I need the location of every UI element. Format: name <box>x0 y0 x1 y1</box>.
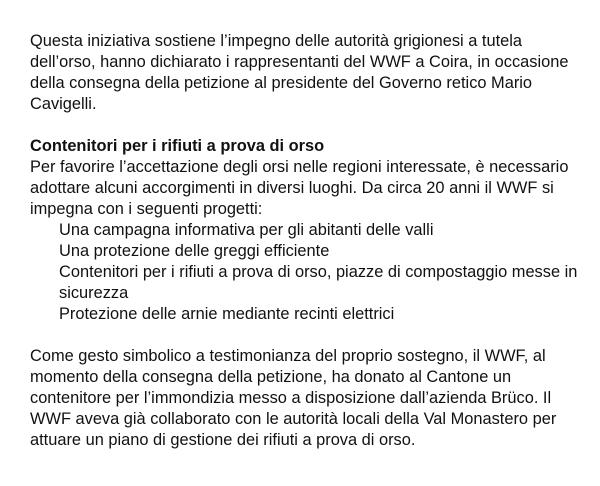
paragraph-spacer <box>30 325 580 346</box>
section-heading: Contenitori per i rifiuti a prova di orso <box>30 137 325 155</box>
projects-list <box>30 220 580 325</box>
list-item: Contenitori per i rifiuti a prova di orso, piazze di compostaggio messe in sicurezza <box>59 263 578 302</box>
list-item: Una protezione delle greggi efficiente <box>59 242 330 260</box>
list-item: Protezione delle arnie mediante recinti elettrici <box>59 305 395 323</box>
intro-paragraph: Questa iniziativa sostiene l’impegno delle autorità grigionesi a tutela dell’orso, hanno dichiarato i rappresentanti del WWF a Coira, in occasione della consegna della petizione al presidente del Governo retico Mario Cavigelli. <box>30 32 569 113</box>
section-paragraph: Per favorire l’accettazione degli orsi nelle regioni interessate, è necessario adottare alcuni accorgimenti in diversi luoghi. Da circa 20 anni il WWF si impegna con i seguenti progetti: <box>30 158 569 218</box>
closing-paragraph: Come gesto simbolico a testimonianza del proprio sostegno, il WWF, al momento della consegna della petizione, ha donato al Cantone un contenitore per l’immondizia messo a disposizione dall’azienda Brüco. Il WWF aveva già collaborato con le autorità locali della Val Monastero per attuare un piano di gestione dei rifiuti a prova di orso. <box>30 347 557 449</box>
list-item: Una campagna informativa per gli abitanti delle valli <box>59 221 434 239</box>
paragraph-spacer <box>30 115 580 136</box>
